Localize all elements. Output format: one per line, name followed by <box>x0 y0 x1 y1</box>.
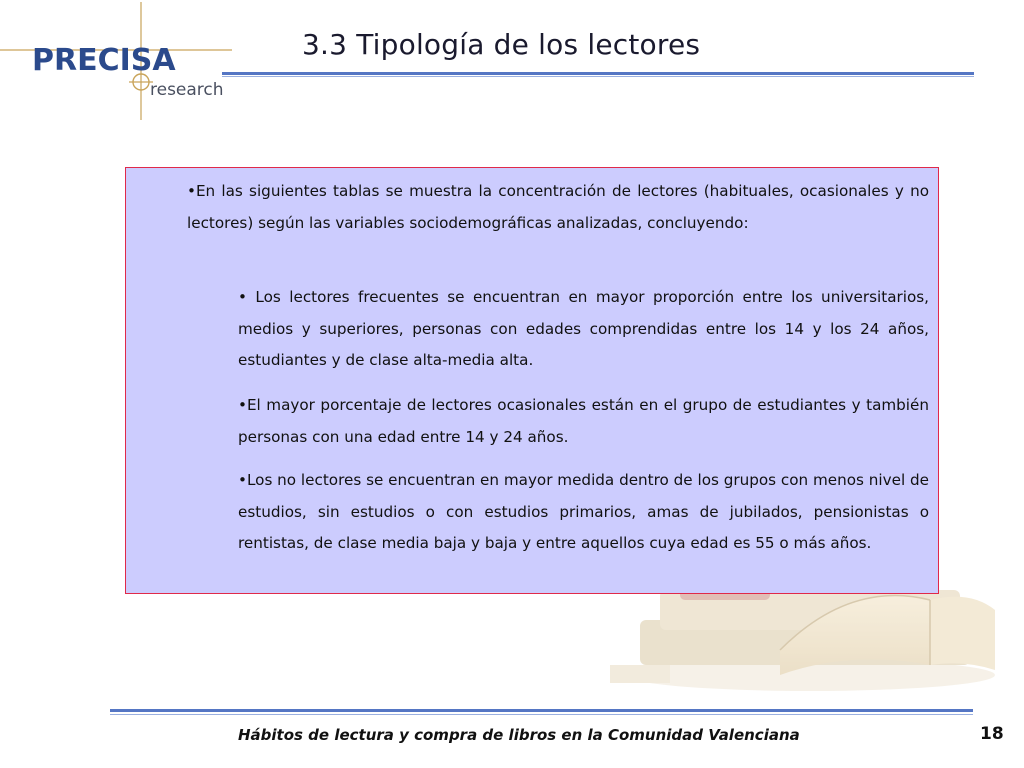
top-rule <box>222 72 974 78</box>
bullet-occasional-readers: •El mayor porcentaje de lectores ocasionales están en el grupo de estudiantes y también personas con una edad entre 14 y 24 años. <box>238 396 929 446</box>
slide-title: 3.3 Tipología de los lectores <box>302 28 701 61</box>
content-box <box>125 167 939 594</box>
logo-sub: research <box>150 80 224 100</box>
bottom-rule <box>110 709 973 716</box>
intro-paragraph: •En las siguientes tablas se muestra la concentración de lectores (habituales, ocasionales y no lectores) según las variables sociodemográficas analizadas, concluyendo: <box>187 182 929 232</box>
footer-text: Hábitos de lectura y compra de libros en la Comunidad Valenciana <box>238 726 800 744</box>
bullet-non-readers: •Los no lectores se encuentran en mayor medida dentro de los grupos con menos nivel de estudios, sin estudios o con estudios primarios, amas de jubilados, pensionistas o rentistas, de clase media baja y baja y entre aquellos cuya edad es 55 o más años. <box>238 471 930 552</box>
precisa-research-logo <box>0 0 240 125</box>
page-number: 18 <box>980 724 1004 744</box>
bullet-frequent-readers: • Los lectores frecuentes se encuentran en mayor proporción entre los universitarios, medios y superiores, personas con edades comprendidas entre los 14 y los 24 años, estudiantes y de clase alta-media alta. <box>238 288 929 369</box>
logo-name: PRECISA <box>32 43 176 78</box>
